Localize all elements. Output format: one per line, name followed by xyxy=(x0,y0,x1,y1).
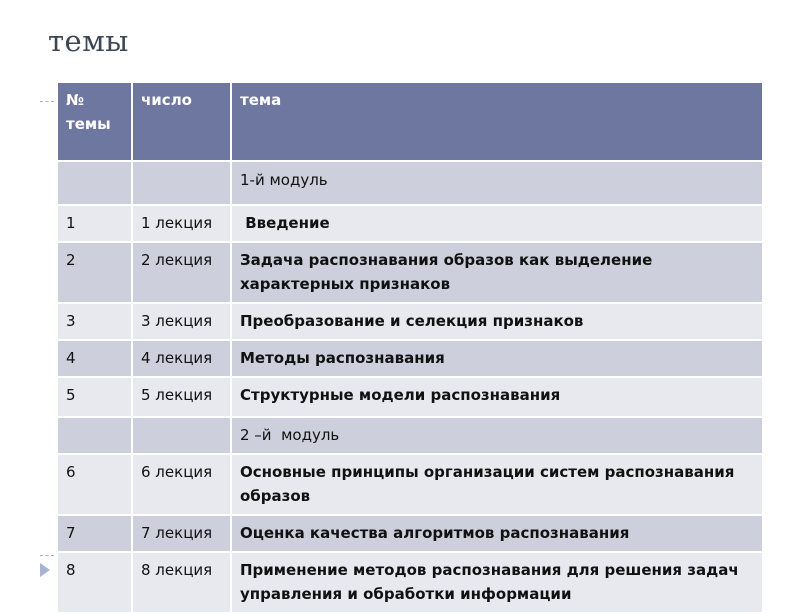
cell-topic: Структурные модели распознавания xyxy=(231,377,763,417)
slide-title: темы xyxy=(48,24,129,58)
table-header-row xyxy=(57,82,763,161)
module-label: 2 –й модуль xyxy=(231,417,763,454)
module-label: 1-й модуль xyxy=(231,161,763,205)
table-row xyxy=(57,552,763,613)
topics-table xyxy=(56,81,764,614)
cell-number xyxy=(57,417,132,454)
table-row xyxy=(57,205,763,242)
cell-topic: Применение методов распознавания для решения задач управления и обработки информации xyxy=(231,552,763,613)
cell-count xyxy=(132,417,231,454)
cell-count: 3 лекция xyxy=(132,303,231,340)
table-row xyxy=(57,242,763,303)
column-header-count: число xyxy=(132,82,231,161)
cell-count: 7 лекция xyxy=(132,515,231,552)
table-row-module-2 xyxy=(57,417,763,454)
cell-number: 6 xyxy=(57,454,132,515)
cell-count: 1 лекция xyxy=(132,205,231,242)
cell-topic: Преобразование и селекция признаков xyxy=(231,303,763,340)
triangle-bullet-icon xyxy=(40,563,50,577)
cell-number: 7 xyxy=(57,515,132,552)
table-row xyxy=(57,340,763,377)
cell-count: 2 лекция xyxy=(132,242,231,303)
column-header-number: № темы xyxy=(57,82,132,161)
cell-number: 3 xyxy=(57,303,132,340)
cell-count: 5 лекция xyxy=(132,377,231,417)
cell-number xyxy=(57,161,132,205)
cell-number: 2 xyxy=(57,242,132,303)
cell-topic: Оценка качества алгоритмов распознавания xyxy=(231,515,763,552)
decorative-dash-line xyxy=(40,101,54,102)
column-header-topic: тема xyxy=(231,82,763,161)
cell-topic: Методы распознавания xyxy=(231,340,763,377)
table-row xyxy=(57,303,763,340)
cell-topic: Введение xyxy=(231,205,763,242)
cell-topic: Основные принципы организации систем распознавания образов xyxy=(231,454,763,515)
cell-number: 5 xyxy=(57,377,132,417)
table-row xyxy=(57,454,763,515)
cell-count: 4 лекция xyxy=(132,340,231,377)
cell-number: 4 xyxy=(57,340,132,377)
cell-count: 6 лекция xyxy=(132,454,231,515)
cell-count: 8 лекция xyxy=(132,552,231,613)
cell-count xyxy=(132,161,231,205)
table-row-module-1 xyxy=(57,161,763,205)
cell-topic: Задача распознавания образов как выделение характерных признаков xyxy=(231,242,763,303)
cell-number: 8 xyxy=(57,552,132,613)
table-row xyxy=(57,515,763,552)
decorative-dash-line xyxy=(40,555,54,556)
table-row xyxy=(57,377,763,417)
cell-number: 1 xyxy=(57,205,132,242)
